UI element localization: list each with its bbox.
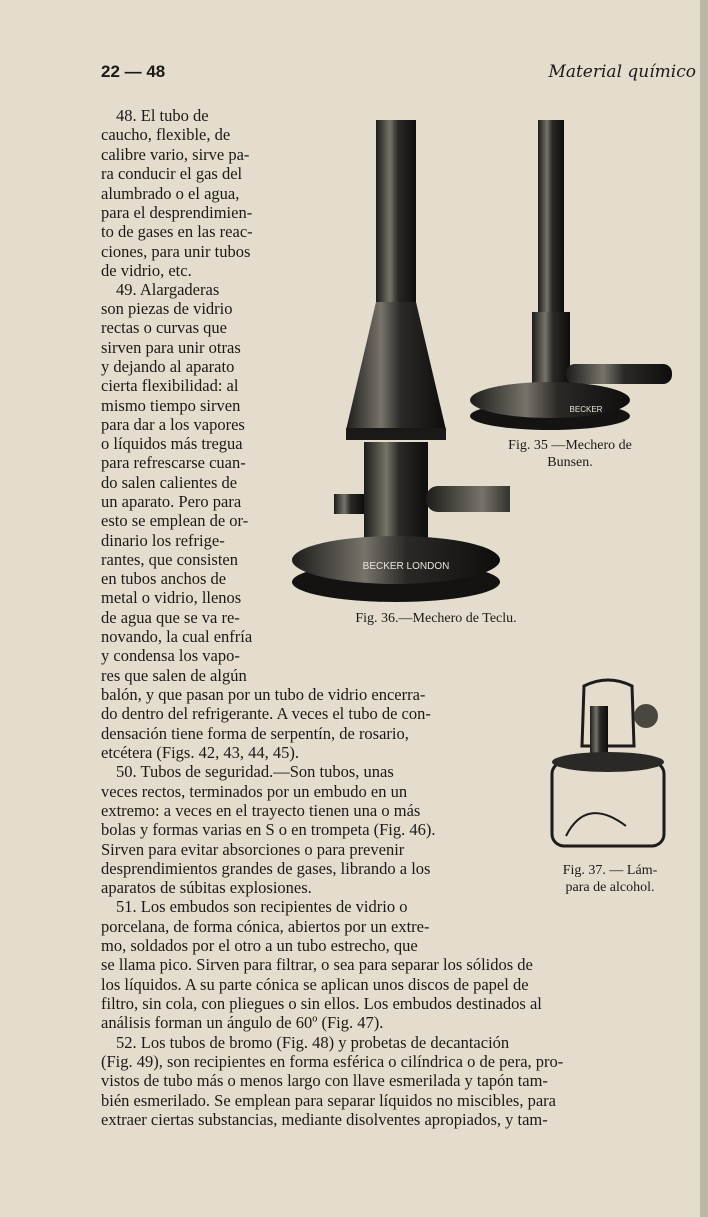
text-line: novando, la cual enfría	[101, 627, 253, 646]
text-line: esto se emplean de or-	[101, 511, 249, 530]
alcohol-lamp-illustration	[546, 676, 672, 858]
text-line: extremo: a veces en el trayecto tienen una o más	[101, 801, 421, 820]
text-line: un aparato. Pero para	[101, 492, 242, 511]
text-line: 50. Tubos de seguridad.—Son tubos, unas	[116, 762, 394, 781]
burner-tube	[376, 120, 416, 310]
page-edge	[700, 0, 708, 1217]
bunsen-base-top	[470, 382, 630, 418]
text-line: ciones, para unir tubos	[101, 242, 251, 261]
text-line: se llama pico. Sirven para filtrar, o sea para separar los sólidos de	[101, 955, 533, 974]
text-line: caucho, flexible, de	[101, 125, 231, 144]
text-line: bién esmerilado. Se emplean para separar líquidos no miscibles, para	[101, 1091, 556, 1110]
fig36-caption: Fig. 36.—Mechero de Teclu.	[355, 611, 517, 626]
text-line: vistos de tubo más o menos largo con llave esmerilada y tapón tam-	[101, 1071, 548, 1090]
text-line: desprendimientos grandes de gases, librando a los	[101, 859, 431, 878]
fig37-caption-line1: Fig. 37. — Lám-	[562, 863, 658, 878]
text-line: 49. Alargaderas	[116, 280, 220, 299]
running-title: Material químico	[548, 62, 696, 82]
text-line: de agua que se va re-	[101, 608, 240, 627]
text-line: o líquidos más tregua	[101, 434, 243, 453]
burner-collar	[346, 428, 446, 440]
fig37-caption-line2: para de alcohol.	[565, 880, 655, 895]
text-line: son piezas de vidrio	[101, 299, 233, 318]
text-line: 51. Los embudos son recipientes de vidrio o	[116, 897, 408, 916]
text-line: los líquidos. A su parte cónica se aplican unos discos de papel de	[101, 975, 529, 994]
text-line: (Fig. 49), son recipientes en forma esférica o cilíndrica o de pera, pro-	[101, 1052, 564, 1071]
text-line: 52. Los tubos de bromo (Fig. 48) y probetas de decantación	[116, 1033, 510, 1052]
text-line: metal o vidrio, llenos	[101, 588, 242, 607]
text-line: y condensa los vapo-	[101, 646, 240, 665]
regulator-screw	[334, 494, 364, 514]
lamp-stopper	[634, 704, 658, 728]
text-line: porcelana, de forma cónica, abiertos por un extre-	[101, 917, 430, 936]
text-line: Sirven para evitar absorciones o para prevenir	[101, 840, 405, 859]
text-line: cierta flexibilidad: al	[101, 376, 239, 395]
text-line: en tubos anchos de	[101, 569, 227, 588]
lamp-reflection	[566, 813, 626, 836]
text-line: para dar a los vapores	[101, 415, 245, 434]
text-line: aparatos de súbitas explosiones.	[101, 878, 312, 897]
text-line: bolas y formas varias en S o en trompeta (Fig. 46).	[101, 820, 436, 839]
teclu-brand-label: BECKER LONDON	[362, 561, 450, 572]
text-line: filtro, sin cola, con pliegues o sin ellos. Los embudos destinados al	[101, 994, 542, 1013]
lamp-rim	[552, 752, 664, 772]
text-line: ra conducir el gas del	[101, 164, 243, 183]
text-line: de vidrio, etc.	[101, 261, 192, 280]
text-line: y dejando al aparato	[101, 357, 235, 376]
bunsen-gas-inlet	[566, 364, 672, 384]
text-line: mo, soldados por el otro a un tubo estrecho, que	[101, 936, 418, 955]
text-line: dinario los refrige-	[101, 531, 225, 550]
fig35-caption-line2: Bunsen.	[547, 455, 593, 470]
text-line: etcétera (Figs. 42, 43, 44, 45).	[101, 743, 299, 762]
text-line: para el desprendimien-	[101, 203, 253, 222]
text-line: 48. El tubo de	[116, 106, 209, 125]
fig35-caption	[488, 437, 652, 471]
text-line: do salen calientes de	[101, 473, 238, 492]
text-line: para refrescarse cuan-	[101, 453, 246, 472]
text-line: extraer ciertas substancias, mediante disolventes apropiados, y tam-	[101, 1110, 548, 1129]
text-line: sirven para unir otras	[101, 338, 241, 357]
bunsen-burner-illustration	[466, 116, 676, 432]
text-line: calibre vario, sirve pa-	[101, 145, 250, 164]
text-line: res que salen de algún	[101, 666, 247, 685]
bunsen-brand-label: BECKER	[569, 405, 603, 414]
text-line: rectas o curvas que	[101, 318, 227, 337]
text-line: alumbrado o el agua,	[101, 184, 240, 203]
burner-body	[364, 442, 428, 546]
text-line: veces rectos, terminados por un embudo en un	[101, 782, 408, 801]
bunsen-tube	[538, 120, 564, 316]
burner-cone	[346, 302, 446, 430]
fig37-caption	[548, 862, 672, 896]
gas-inlet	[426, 486, 510, 512]
text-line: densación tiene forma de serpentín, de rosario,	[101, 724, 409, 743]
bunsen-body	[532, 312, 570, 390]
lamp-glass-body	[552, 762, 664, 846]
text-line: rantes, que consisten	[101, 550, 239, 569]
text-line: análisis forman un ángulo de 60º (Fig. 47).	[101, 1013, 384, 1032]
burner-base-top	[292, 536, 500, 584]
text-line: mismo tiempo sirven	[101, 396, 241, 415]
page-number: 22 — 48	[101, 62, 166, 81]
fig35-caption-line1: Fig. 35 —Mechero de	[508, 438, 632, 453]
text-line: balón, y que pasan por un tubo de vidrio encerra-	[101, 685, 426, 704]
text-line: to de gases en las reac-	[101, 222, 253, 241]
text-line: do dentro del refrigerante. A veces el tubo de con-	[101, 704, 431, 723]
